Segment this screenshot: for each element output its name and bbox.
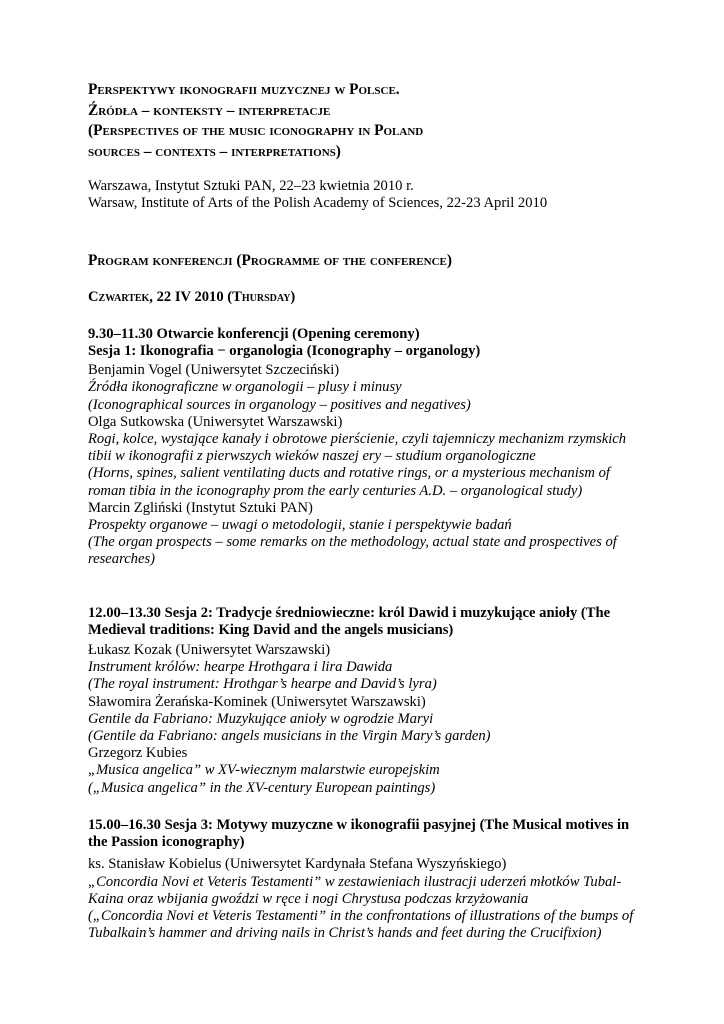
talk-entry: [88, 856, 648, 942]
talk-title-english: (The royal instrument: Hrothgar’s hearpe and David’s lyra): [88, 676, 437, 693]
speaker: ks. Stanisław Kobielus (Uniwersytet Kardynała Stefana Wyszyńskiego): [88, 856, 507, 873]
speaker: Benjamin Vogel (Uniwersytet Szczeciński): [88, 362, 340, 379]
speaker: Łukasz Kozak (Uniwersytet Warszawski): [88, 642, 331, 659]
session-heading-line: 9.30–11.30 Otwarcie konferencji (Opening ceremony): [88, 325, 420, 342]
talk-entry: [88, 694, 648, 746]
venue-english: Warsaw, Institute of Arts of the Polish Academy of Sciences, 22-23 April 2010: [88, 195, 548, 212]
talk-title-polish: Rogi, kolce, wystające kanały i obrotowe pierścienie, czyli tajemniczy mechanizm rzymskich tibii w ikonografii z pierwszych wieków naszej ery – studium organologiczne: [88, 431, 627, 465]
session-heading: [88, 326, 648, 360]
session-entries: [88, 856, 648, 942]
document-title: [88, 80, 648, 162]
talk-title-english: (Gentile da Fabriano: angels musicians in the Virgin Mary’s garden): [88, 728, 491, 745]
talk-entry: [88, 745, 648, 797]
session-heading: [88, 817, 648, 851]
session-heading-line: 12.00–13.30 Sesja 2: Tradycje średniowieczne: król Dawid i muzykujące anioły (The Medieval traditions: King David and the angels musicians): [88, 604, 611, 638]
session-heading-line: 15.00–16.30 Sesja 3: Motywy muzyczne w ikonografii pasyjnej (The Musical motives in the Passion iconography): [88, 816, 630, 851]
talk-title-polish: Instrument królów: hearpe Hrothgara i lira Dawida: [88, 659, 393, 676]
document-page: [88, 80, 648, 942]
talk-title-english: (Iconographical sources in organology – positives and negatives): [88, 396, 471, 413]
title-line-1: Perspektywy ikonografii muzycznej w Polsce.: [88, 81, 400, 98]
speaker: Grzegorz Kubies: [88, 745, 188, 762]
speaker: Olga Sutkowska (Uniwersytet Warszawski): [88, 413, 343, 430]
program-heading: Program konferencji (Programme of the conference): [88, 252, 452, 270]
session-heading-line: Sesja 1: Ikonografia − organologia (Iconography – organology): [88, 343, 481, 360]
day-heading: Czwartek, 22 IV 2010 (Thursday): [88, 288, 296, 305]
talk-title-english: („Concordia Novi et Veteris Testamenti” in the confrontations of illustrations of the bumps of Tubalkain’s hammer and driving nails in Christ’s hands and feet during the Crucifixion): [88, 907, 634, 942]
talk-title-polish: Gentile da Fabriano: Muzykujące anioły w ogrodzie Maryi: [88, 710, 434, 727]
session-1: [88, 326, 648, 569]
talk-title-english: (The organ prospects – some remarks on the methodology, actual state and prospectives of researches): [88, 534, 617, 568]
talk-entry: [88, 362, 648, 414]
talk-title-polish: „Concordia Novi et Veteris Testamenti” w zestawieniach ilustracji uderzeń młotków Tubal-Kaina oraz wbijania gwoździ w ręce i nogi Chrystusa podczas krzyżowania: [88, 873, 622, 907]
session-3: [88, 817, 648, 942]
talk-entry: [88, 642, 648, 694]
session-2: [88, 605, 648, 797]
session-entries: [88, 362, 648, 568]
title-line-3: (Perspectives of the music iconography in Poland: [88, 122, 424, 139]
venue-info: [88, 178, 648, 212]
title-line-4: sources – contexts – interpretations): [88, 142, 341, 160]
talk-entry: [88, 500, 648, 569]
title-line-2: Źródła – konteksty – interpretacje: [88, 101, 331, 119]
talk-title-polish: Źródła ikonograficzne w organologii – plusy i minusy: [88, 379, 402, 396]
speaker: Sławomira Żerańska-Kominek (Uniwersytet Warszawski): [88, 693, 426, 710]
venue-polish: Warszawa, Instytut Sztuki PAN, 22–23 kwietnia 2010 r.: [88, 178, 414, 194]
talk-title-polish: Prospekty organowe – uwagi o metodologii, stanie i perspektywie badań: [88, 517, 512, 534]
talk-entry: [88, 414, 648, 500]
talk-title-polish: „Musica angelica” w XV-wiecznym malarstwie europejskim: [88, 762, 440, 779]
talk-title-english: (Horns, spines, salient ventilating ducts and rotative rings, or a mysterious mechanism of roman tibia in the iconography prom the early centuries A.D. – organological study): [88, 465, 610, 499]
talk-title-english: („Musica angelica” in the XV-century European paintings): [88, 779, 436, 796]
session-entries: [88, 642, 648, 797]
speaker: Marcin Zgliński (Instytut Sztuki PAN): [88, 499, 313, 516]
session-heading: [88, 605, 648, 639]
